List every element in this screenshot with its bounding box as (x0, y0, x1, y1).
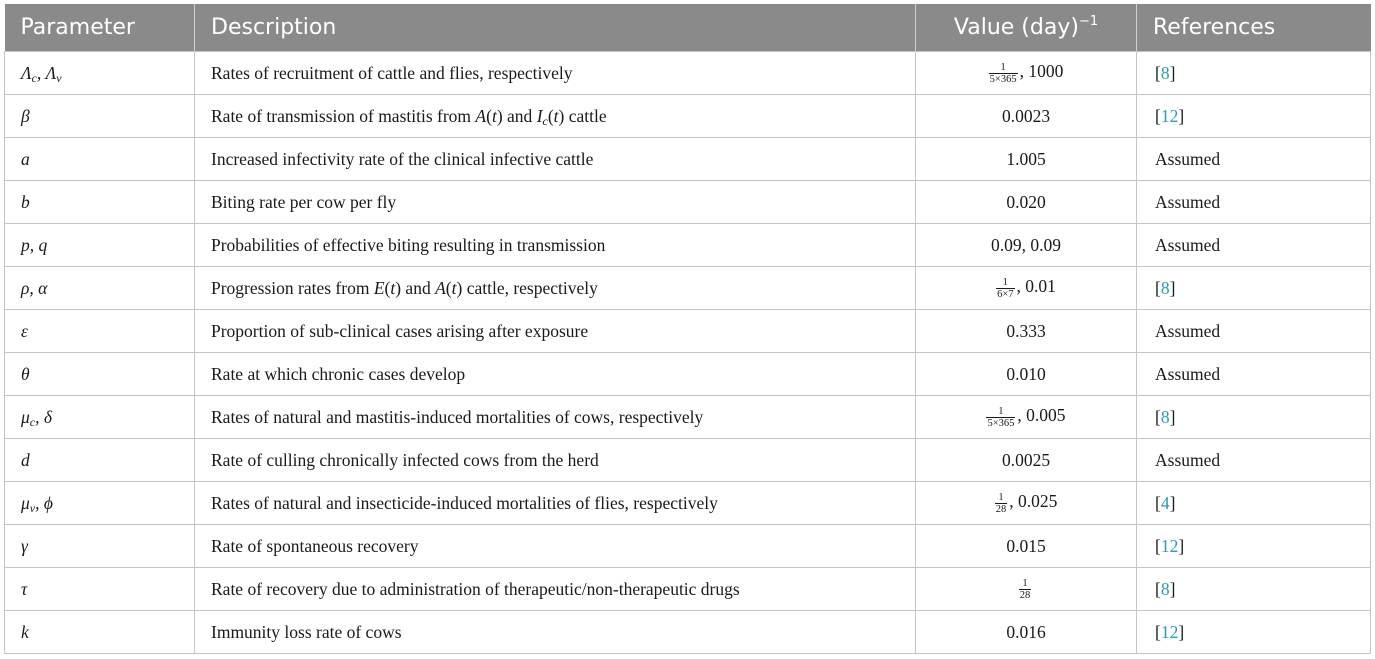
reference-cell[interactable]: [8] (1137, 568, 1371, 611)
value-cell: $\frac{1}{5\times 365}$ , 1000 (916, 52, 1137, 95)
description-cell: Rates of natural and insecticide-induced mortalities of flies, respectively (195, 482, 916, 525)
description-cell: Increased infectivity rate of the clinical infective cattle (195, 138, 916, 181)
header-description: Description (195, 4, 916, 52)
table-row (5, 353, 1371, 396)
table-row (5, 52, 1371, 95)
table-row (5, 95, 1371, 138)
value-cell: $\frac{1}{6\times 7}$ , 0.01 (916, 267, 1137, 310)
reference-cell: Assumed (1137, 439, 1371, 482)
value-cell: 1.005 (916, 138, 1137, 181)
description-cell: Immunity loss rate of cows (195, 611, 916, 654)
reference-cell[interactable]: [4] (1137, 482, 1371, 525)
value-cell: 0.333 (916, 310, 1137, 353)
value-cell: $\frac{1}{5\times 365}$ , 0.005 (916, 396, 1137, 439)
param-cell: $\mu_c$, δ (5, 396, 195, 439)
param-cell: k (5, 611, 195, 654)
reference-cell[interactable]: [8] (1137, 396, 1371, 439)
value-cell (916, 568, 1137, 611)
reference-link[interactable]: 12 (1160, 535, 1179, 556)
reference-cell[interactable]: [12] (1137, 611, 1371, 654)
header-row (5, 4, 1371, 52)
description-cell: Rate of recovery due to administration of therapeutic/non-therapeutic drugs (195, 568, 916, 611)
table-row (5, 525, 1371, 568)
description-cell: Rates of natural and mastitis-induced mortalities of cows, respectively (195, 396, 916, 439)
reference-link[interactable]: 8 (1160, 406, 1170, 427)
reference-cell: Assumed (1137, 310, 1371, 353)
param-cell: a (5, 138, 195, 181)
reference-link[interactable]: 8 (1160, 277, 1170, 298)
description-cell: Rate at which chronic cases develop (195, 353, 916, 396)
fraction: $\frac{1}{5\times 365}$ (989, 61, 1017, 85)
value-cell: 0.010 (916, 353, 1137, 396)
header-parameter: Parameter (5, 4, 195, 52)
fraction: $\frac{1}{6\times 7}$ (997, 276, 1014, 300)
reference-cell: Assumed (1137, 138, 1371, 181)
param-cell: p, q (5, 224, 195, 267)
table-row (5, 439, 1371, 482)
reference-cell: Assumed (1137, 181, 1371, 224)
reference-cell[interactable]: [12] (1137, 525, 1371, 568)
reference-link[interactable]: 8 (1160, 578, 1170, 599)
value-cell: $\frac{1}{28}$ , 0.025 (916, 482, 1137, 525)
fraction: $\frac{1}{28}$ (1019, 577, 1031, 601)
fraction: $\frac{1}{5\times 365}$ (987, 405, 1015, 429)
param-cell: ε (5, 310, 195, 353)
reference-cell: Assumed (1137, 353, 1371, 396)
reference-cell[interactable]: [12] (1137, 95, 1371, 138)
param-cell: $\Lambda_c$, $\Lambda_v$ (5, 52, 195, 95)
param-cell: $\mu_v$, ϕ (5, 482, 195, 525)
param-cell: ρ, α (5, 267, 195, 310)
description-cell: Rate of transmission of mastitis from A(t) and $I_c(t)$ cattle (195, 95, 916, 138)
description-cell: Progression rates from E(t) and A(t) cattle, respectively (195, 267, 916, 310)
param-cell: d (5, 439, 195, 482)
value-cell: 0.09, 0.09 (916, 224, 1137, 267)
table-row (5, 224, 1371, 267)
description-cell: Biting rate per cow per fly (195, 181, 916, 224)
param-cell: β (5, 95, 195, 138)
table-row (5, 482, 1371, 525)
reference-link[interactable]: 12 (1160, 621, 1179, 642)
parameter-table-container (4, 4, 1370, 654)
header-value-label: Value (day) (953, 15, 1079, 40)
table-row (5, 568, 1371, 611)
value-cell: 0.020 (916, 181, 1137, 224)
table-row (5, 138, 1371, 181)
reference-cell: Assumed (1137, 224, 1371, 267)
header-value (916, 4, 1137, 52)
param-cell: γ (5, 525, 195, 568)
param-cell: b (5, 181, 195, 224)
description-cell: Rates of recruitment of cattle and flies, respectively (195, 52, 916, 95)
description-cell: Probabilities of effective biting resulting in transmission (195, 224, 916, 267)
table-row (5, 396, 1371, 439)
reference-link[interactable]: 4 (1160, 492, 1170, 513)
header-value-exponent: −1 (1078, 14, 1099, 29)
header-references: References (1137, 4, 1371, 52)
fraction: $\frac{1}{28}$ (995, 491, 1007, 515)
param-cell: τ (5, 568, 195, 611)
reference-cell[interactable]: [8] (1137, 52, 1371, 95)
parameter-table (4, 4, 1371, 654)
reference-cell[interactable]: [8] (1137, 267, 1371, 310)
table-row (5, 310, 1371, 353)
value-cell: 0.0025 (916, 439, 1137, 482)
param-cell: θ (5, 353, 195, 396)
value-cell: 0.0023 (916, 95, 1137, 138)
description-cell: Rate of spontaneous recovery (195, 525, 916, 568)
description-cell: Proportion of sub-clinical cases arising after exposure (195, 310, 916, 353)
value-cell: 0.016 (916, 611, 1137, 654)
reference-link[interactable]: 12 (1160, 105, 1179, 126)
description-cell: Rate of culling chronically infected cows from the herd (195, 439, 916, 482)
table-row (5, 181, 1371, 224)
table-row (5, 267, 1371, 310)
value-cell: 0.015 (916, 525, 1137, 568)
reference-link[interactable]: 8 (1160, 62, 1170, 83)
table-row (5, 611, 1371, 654)
